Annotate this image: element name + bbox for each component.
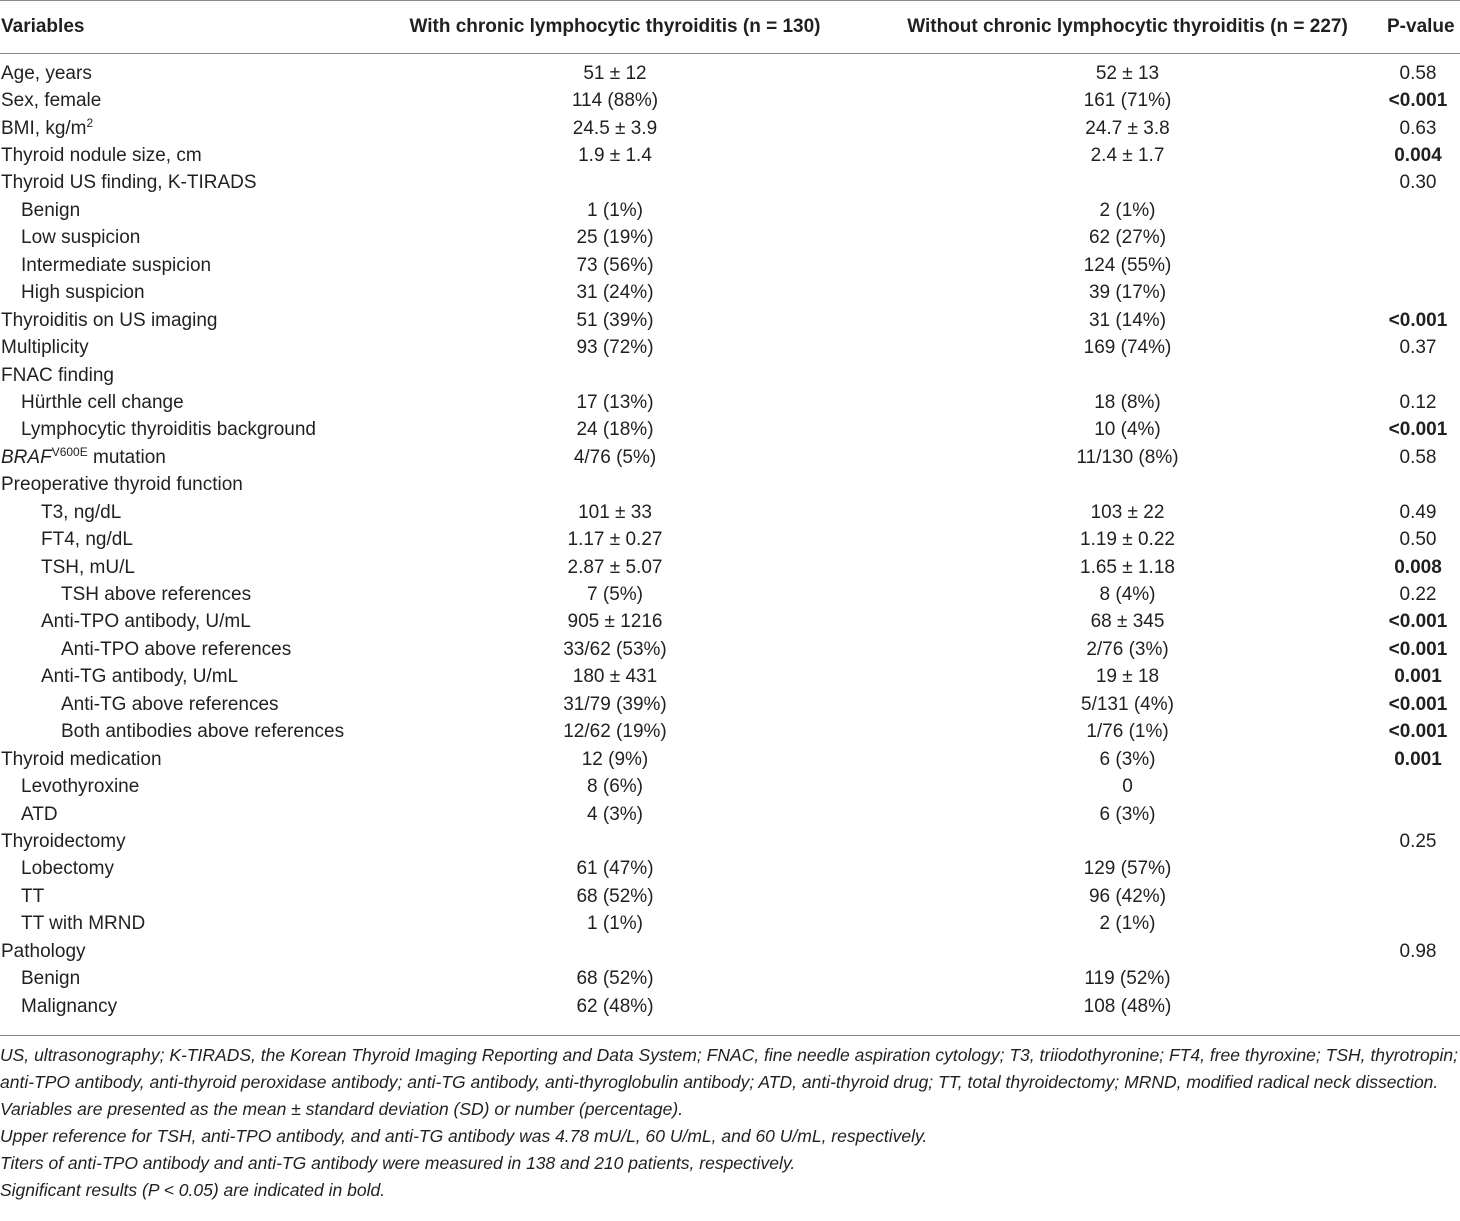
cell-with-clt [355, 938, 875, 965]
cell-with-clt: 7 (5%) [587, 584, 643, 606]
cell-p-value: <0.001 [1388, 90, 1448, 112]
table-row [0, 719, 1460, 746]
variable-label: Hürthle cell change [21, 391, 184, 413]
footnote-abbreviations: US, ultrasonography; K-TIRADS, the Korean Thyroid Imaging Reporting and Data System; FNAC, fine needle aspiration cytology; T3, triiodothyronine; FT4, free thyroxine; TSH, thyrotropin; anti-TPO antibody, anti-thyroid peroxidase antibody; anti-TG antibody, anti-thyroglobulin antibody; ATD, anti-thyroid drug; TT, total thyroidectomy; MRND, modified radical neck dissection. [0, 1045, 1458, 1092]
cell-variable [0, 252, 355, 279]
table-row [0, 280, 1460, 307]
variable-label: BMI, kg/m [1, 117, 87, 139]
table-row [0, 54, 1460, 88]
cell-p-value [1380, 225, 1460, 252]
cell-without-clt: 10 (4%) [1094, 419, 1161, 441]
table-row [0, 142, 1460, 169]
table-row [0, 773, 1460, 800]
cell-without-clt: 108 (48%) [1083, 995, 1172, 1017]
cell-with-clt: 4/76 (5%) [573, 446, 657, 468]
cell-without-clt: 11/130 (8%) [1076, 446, 1179, 468]
cell-p-value: 0.50 [1399, 529, 1437, 551]
variable-label: TT [21, 885, 45, 907]
cell-without-clt: 124 (55%) [1083, 254, 1172, 276]
cell-variable [0, 334, 355, 361]
cell-variable [0, 801, 355, 828]
cell-p-value: <0.001 [1388, 309, 1448, 331]
cell-with-clt: 73 (56%) [576, 254, 654, 276]
cell-variable [0, 499, 355, 526]
cell-without-clt: 2/76 (3%) [1086, 638, 1169, 660]
cell-without-clt: 96 (42%) [1088, 885, 1167, 907]
cell-with-clt: 4 (3%) [587, 803, 643, 825]
cell-without-clt: 1.19 ± 0.22 [1080, 529, 1175, 551]
cell-p-value [1380, 993, 1460, 1020]
cell-without-clt: 169 (74%) [1083, 337, 1172, 359]
variable-label: Levothyroxine [21, 776, 140, 798]
table-row [0, 664, 1460, 691]
variable-label: Anti-TPO above references [61, 638, 292, 660]
gene-name: BRAF [1, 446, 52, 468]
cell-p-value: 0.008 [1394, 556, 1442, 578]
cell-without-clt: 39 (17%) [1088, 282, 1167, 304]
cell-variable [0, 444, 355, 471]
cell-with-clt: 62 (48%) [576, 995, 654, 1017]
variable-label: Thyroid medication [1, 748, 162, 770]
cell-with-clt: 25 (19%) [576, 227, 654, 249]
cell-with-clt: 8 (6%) [587, 776, 643, 798]
cell-with-clt [355, 472, 875, 499]
header-row [0, 1, 1460, 54]
cell-variable [0, 581, 355, 608]
variable-label: Thyroidectomy [1, 830, 126, 852]
variable-label: mutation [87, 446, 166, 468]
variable-label: Intermediate suspicion [21, 254, 212, 276]
cell-variable [0, 389, 355, 416]
table-row [0, 334, 1460, 361]
table-row [0, 828, 1460, 855]
header-with-clt: With chronic lymphocytic thyroiditis (n = 130) [355, 1, 875, 54]
cell-variable [0, 883, 355, 910]
cell-p-value [1380, 965, 1460, 992]
table-row [0, 87, 1460, 114]
cell-with-clt: 1.9 ± 1.4 [578, 145, 652, 167]
cell-with-clt: 68 (52%) [576, 968, 654, 990]
footnote-presentation: Variables are presented as the mean ± standard deviation (SD) or number (percentage). [0, 1099, 684, 1119]
cell-p-value: 0.37 [1399, 337, 1437, 359]
table-row [0, 472, 1460, 499]
cell-with-clt: 31/79 (39%) [563, 693, 667, 715]
cell-with-clt: 114 (88%) [571, 90, 659, 112]
variable-label: Age, years [1, 62, 92, 84]
cell-without-clt: 19 ± 18 [1095, 666, 1160, 688]
cell-p-value [1380, 801, 1460, 828]
cell-variable [0, 554, 355, 581]
table-row [0, 526, 1460, 553]
cell-variable [0, 609, 355, 636]
table-row [0, 965, 1460, 992]
cell-with-clt: 24.5 ± 3.9 [572, 117, 658, 139]
cell-without-clt [875, 170, 1380, 197]
table-row [0, 252, 1460, 279]
variable-label: Malignancy [21, 995, 118, 1017]
cell-without-clt: 1/76 (1%) [1086, 721, 1169, 743]
cell-with-clt: 24 (18%) [576, 419, 654, 441]
cell-variable [0, 362, 355, 389]
cell-variable [0, 417, 355, 444]
cell-p-value: 0.49 [1399, 501, 1437, 523]
table-row [0, 636, 1460, 663]
cell-variable [0, 280, 355, 307]
cell-p-value: 0.58 [1399, 62, 1437, 84]
variable-label: TSH, mU/L [41, 556, 135, 578]
table-row [0, 993, 1460, 1020]
cell-variable [0, 87, 355, 114]
cell-variable [0, 526, 355, 553]
variable-label: High suspicion [21, 282, 145, 304]
table-row [0, 554, 1460, 581]
table-row [0, 801, 1460, 828]
cell-with-clt: 51 (39%) [576, 309, 654, 331]
cell-p-value [1380, 197, 1460, 224]
table-row [0, 609, 1460, 636]
cell-with-clt: 12/62 (19%) [563, 721, 667, 743]
cell-without-clt: 6 (3%) [1099, 803, 1156, 825]
cell-with-clt: 2.87 ± 5.07 [567, 556, 663, 578]
cell-with-clt: 51 ± 12 [583, 62, 647, 84]
footnote-references: Upper reference for TSH, anti-TPO antibody, and anti-TG antibody was 4.78 mU/L, 60 U/mL, and 60 U/mL, respectively. [0, 1126, 928, 1146]
variable-label: Benign [21, 968, 81, 990]
cell-p-value: <0.001 [1388, 721, 1448, 743]
cell-without-clt [875, 938, 1380, 965]
cell-p-value: 0.004 [1394, 145, 1442, 167]
cell-p-value: <0.001 [1388, 611, 1448, 633]
cell-without-clt: 1.65 ± 1.18 [1080, 556, 1175, 578]
cell-p-value [1380, 252, 1460, 279]
cell-without-clt [875, 472, 1380, 499]
cell-with-clt: 1.17 ± 0.27 [567, 529, 663, 551]
cell-without-clt: 62 (27%) [1088, 227, 1167, 249]
table-row [0, 225, 1460, 252]
cell-variable [0, 911, 355, 938]
table-row [0, 911, 1460, 938]
table-row [0, 938, 1460, 965]
cell-with-clt: 12 (9%) [581, 748, 649, 770]
variable-label: TT with MRND [21, 913, 146, 935]
table-row [0, 389, 1460, 416]
cell-with-clt: 33/62 (53%) [563, 638, 667, 660]
table-header [0, 1, 1460, 54]
cell-without-clt: 2.4 ± 1.7 [1090, 145, 1165, 167]
table-row [0, 197, 1460, 224]
cell-p-value [1380, 883, 1460, 910]
cell-variable [0, 170, 355, 197]
cell-p-value: 0.25 [1399, 830, 1437, 852]
cell-p-value: <0.001 [1388, 693, 1448, 715]
cell-without-clt: 2 (1%) [1099, 913, 1156, 935]
cell-without-clt [875, 828, 1380, 855]
cell-p-value: 0.30 [1399, 172, 1437, 194]
cell-p-value: 0.63 [1399, 117, 1437, 139]
cell-with-clt [355, 170, 875, 197]
table-row [0, 581, 1460, 608]
cell-with-clt [355, 828, 875, 855]
table-row [0, 691, 1460, 718]
variable-label: Lymphocytic thyroiditis background [21, 419, 316, 441]
cell-p-value: 0.001 [1394, 748, 1442, 770]
cell-variable [0, 856, 355, 883]
variable-label: Multiplicity [1, 337, 89, 359]
cell-variable [0, 691, 355, 718]
cell-without-clt [875, 362, 1380, 389]
cell-variable [0, 54, 355, 88]
variable-label: Anti-TG above references [61, 693, 279, 715]
superscript: 2 [86, 115, 94, 130]
table-footnotes [0, 1042, 1458, 1204]
variable-label: Anti-TG antibody, U/mL [41, 666, 239, 688]
cell-variable [0, 664, 355, 691]
variable-label: Pathology [1, 940, 86, 962]
variable-label: TSH above references [61, 584, 252, 606]
cell-variable [0, 472, 355, 499]
variable-label: Both antibodies above references [61, 721, 345, 743]
table-row [0, 883, 1460, 910]
cell-p-value [1380, 773, 1460, 800]
cell-variable [0, 142, 355, 169]
variable-label: FNAC finding [1, 364, 114, 386]
cell-variable [0, 773, 355, 800]
cell-variable [0, 307, 355, 334]
cell-with-clt: 101 ± 33 [578, 501, 652, 523]
cell-p-value: 0.58 [1399, 446, 1437, 468]
cell-p-value: 0.98 [1399, 940, 1437, 962]
cell-p-value [1380, 472, 1460, 499]
table-bottom-rule [0, 1035, 1460, 1036]
cell-without-clt: 2 (1%) [1099, 199, 1156, 221]
cell-without-clt: 129 (57%) [1083, 858, 1172, 880]
cell-without-clt: 52 ± 13 [1095, 62, 1160, 84]
cell-p-value: 0.12 [1399, 391, 1437, 413]
cell-with-clt: 1 (1%) [587, 913, 643, 935]
cell-without-clt: 119 (52%) [1084, 968, 1171, 990]
cell-p-value: 0.22 [1399, 584, 1437, 606]
cell-variable [0, 746, 355, 773]
cell-without-clt: 161 (71%) [1083, 90, 1172, 112]
superscript: V600E [51, 444, 88, 459]
variable-label: Thyroid US finding, K-TIRADS [1, 172, 257, 194]
cell-p-value [1380, 362, 1460, 389]
cell-with-clt: 93 (72%) [576, 337, 654, 359]
cell-variable [0, 965, 355, 992]
table-row [0, 746, 1460, 773]
cell-p-value: 0.001 [1394, 666, 1442, 688]
table-row [0, 417, 1460, 444]
table-row [0, 362, 1460, 389]
table-row [0, 499, 1460, 526]
variable-label: Thyroid nodule size, cm [1, 145, 202, 167]
cell-without-clt: 0 [1122, 776, 1133, 798]
variable-label: ATD [21, 803, 58, 825]
cell-with-clt [355, 362, 875, 389]
cell-with-clt: 68 (52%) [576, 885, 654, 907]
cell-variable [0, 993, 355, 1020]
cell-p-value [1380, 911, 1460, 938]
cell-without-clt: 103 ± 22 [1090, 501, 1165, 523]
variable-label: T3, ng/dL [41, 501, 122, 523]
cell-without-clt: 68 ± 345 [1090, 611, 1165, 633]
cell-variable [0, 636, 355, 663]
cell-p-value: <0.001 [1388, 419, 1448, 441]
cell-with-clt: 180 ± 431 [572, 666, 658, 688]
cell-variable [0, 197, 355, 224]
cell-without-clt: 5/131 (4%) [1081, 693, 1174, 715]
cell-variable [0, 828, 355, 855]
header-without-clt: Without chronic lymphocytic thyroiditis (n = 227) [875, 1, 1380, 54]
cell-variable [0, 225, 355, 252]
header-variables: Variables [0, 1, 355, 54]
table-row [0, 115, 1460, 142]
header-p-value: P-value [1380, 1, 1460, 54]
cell-p-value [1380, 280, 1460, 307]
footnote-significance: Significant results (P < 0.05) are indicated in bold. [0, 1180, 386, 1200]
cell-with-clt: 31 (24%) [576, 282, 654, 304]
variable-label: Sex, female [1, 90, 102, 112]
cell-variable [0, 938, 355, 965]
cell-with-clt: 1 (1%) [587, 199, 643, 221]
cell-without-clt: 6 (3%) [1099, 748, 1156, 770]
cell-variable [0, 115, 355, 142]
variable-label: Low suspicion [21, 227, 141, 249]
cell-without-clt: 31 (14%) [1088, 309, 1167, 331]
variable-label: Lobectomy [21, 858, 114, 880]
variable-label: Benign [21, 199, 81, 221]
variable-label: Anti-TPO antibody, U/mL [41, 611, 251, 633]
cell-p-value: <0.001 [1388, 638, 1448, 660]
table-row [0, 444, 1460, 471]
cell-with-clt: 61 (47%) [576, 858, 654, 880]
table-row [0, 856, 1460, 883]
variable-label: Preoperative thyroid function [1, 474, 243, 496]
cell-variable [0, 719, 355, 746]
cell-without-clt: 18 (8%) [1094, 391, 1161, 413]
footnote-titers: Titers of anti-TPO antibody and anti-TG antibody were measured in 138 and 210 patients, respectively. [0, 1153, 796, 1173]
cell-with-clt: 905 ± 1216 [567, 611, 663, 633]
variable-label: Thyroiditis on US imaging [1, 309, 218, 331]
cell-without-clt: 24.7 ± 3.8 [1085, 117, 1170, 139]
cell-p-value [1380, 856, 1460, 883]
variable-label: FT4, ng/dL [41, 529, 133, 551]
table-row [0, 170, 1460, 197]
cell-without-clt: 8 (4%) [1099, 584, 1156, 606]
cell-with-clt: 17 (13%) [576, 391, 654, 413]
table-row [0, 307, 1460, 334]
table-body [0, 54, 1460, 1021]
